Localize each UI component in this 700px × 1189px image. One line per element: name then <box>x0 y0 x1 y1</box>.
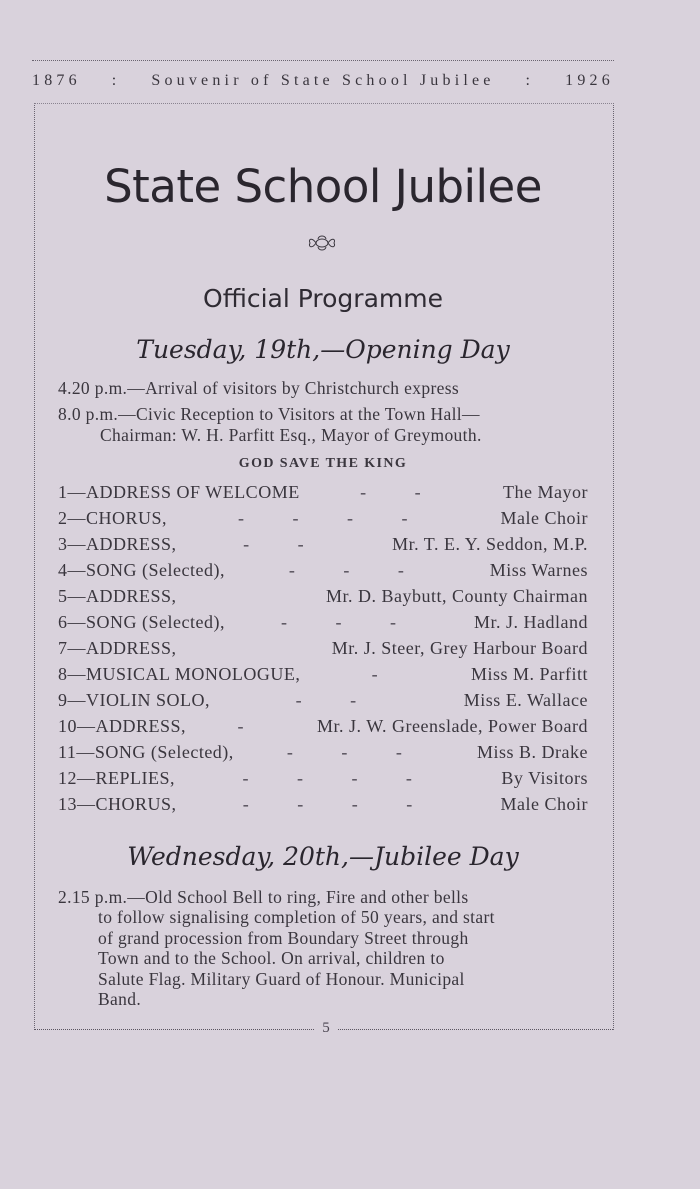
item-leader: - - - <box>286 742 424 762</box>
reception-entry <box>58 404 586 446</box>
jubilee-text-line: to follow signalising completion of 50 years, and start <box>98 907 495 928</box>
item-leader: - - <box>243 534 326 554</box>
item-label: 1—ADDRESS OF WELCOME <box>58 482 300 502</box>
item-label: 6—SONG (Selected), <box>58 612 225 632</box>
bottom-rule <box>34 1029 314 1030</box>
item-performer: Mr. J. W. Greenslade, Power Board <box>317 716 588 736</box>
item-label: 2—CHORUS, <box>58 508 168 528</box>
item-label: 3—ADDRESS, <box>58 534 177 554</box>
programme-item <box>58 690 588 716</box>
item-performer: Male Choir <box>500 508 588 528</box>
item-performer: By Visitors <box>501 768 588 788</box>
reception-chairman-line: Chairman: W. H. Parfitt Esq., Mayor of Greymouth. <box>100 425 482 445</box>
jubilee-text-line: of grand procession from Boundary Street through <box>98 927 469 948</box>
item-performer: Mr. T. E. Y. Seddon, M.P. <box>392 534 588 554</box>
programme-item <box>58 612 588 638</box>
item-leader: - - - - <box>238 508 430 528</box>
item-label: 7—ADDRESS, <box>58 638 177 658</box>
header-year-end: 1926 <box>565 72 614 89</box>
reception-line: 8.0 p.m.—Civic Reception to Visitors at the Town Hall— <box>58 404 480 424</box>
ornament-icon <box>304 231 340 255</box>
arrival-text: 4.20 p.m.—Arrival of visitors by Christchurch express <box>58 378 460 398</box>
programme-list <box>58 482 588 820</box>
item-performer: Mr. J. Hadland <box>474 612 588 632</box>
anthem-heading: GOD SAVE THE KING <box>238 456 408 471</box>
item-leader: - <box>371 664 400 684</box>
item-label: 13—CHORUS, <box>58 794 177 814</box>
item-label: 10—ADDRESS, <box>58 716 187 736</box>
item-performer: The Mayor <box>503 482 588 502</box>
arrival-entry <box>58 378 586 399</box>
programme-item <box>58 560 588 586</box>
programme-item <box>58 508 588 534</box>
item-leader: - - - - <box>242 794 435 814</box>
jubilee-text-line: 2.15 p.m.—Old School Bell to ring, Fire and other bells <box>58 887 469 907</box>
programme-item <box>58 664 588 690</box>
item-leader: - <box>237 716 266 736</box>
item-leader: - - - <box>288 560 426 580</box>
programme-item <box>58 794 588 820</box>
item-performer: Miss M. Parfitt <box>470 664 588 684</box>
programme-item <box>58 482 588 508</box>
item-leader: - - - <box>280 612 418 632</box>
programme-item <box>58 742 588 768</box>
item-label: 4—SONG (Selected), <box>58 560 225 580</box>
jubilee-text-line: Band. <box>98 989 142 1010</box>
item-leader: - - - - <box>242 768 434 788</box>
programme-item <box>58 768 588 794</box>
item-label: 12—REPLIES, <box>58 768 176 788</box>
item-leader: - - <box>295 690 379 710</box>
running-header <box>32 72 614 94</box>
programme-item <box>58 716 588 742</box>
top-rule <box>32 60 614 61</box>
header-year-start: 1876 <box>32 72 81 89</box>
page-title: State School Jubilee <box>104 160 542 213</box>
bottom-rule <box>338 1029 613 1030</box>
jubilee-text-line: Town and to the School. On arrival, children to <box>98 948 445 969</box>
header-title: Souvenir of State School Jubilee <box>151 72 495 89</box>
day-heading-wednesday: Wednesday, 20th,—Jubilee Day <box>127 842 519 871</box>
page-number: 5 <box>322 1020 330 1036</box>
item-performer: Mr. J. Steer, Grey Harbour Board <box>331 638 588 658</box>
item-label: 5—ADDRESS, <box>58 586 177 606</box>
programme-item <box>58 638 588 664</box>
item-label: 11—SONG (Selected), <box>58 742 234 762</box>
item-label: 8—MUSICAL MONOLOGUE, <box>58 664 301 684</box>
item-leader: - - <box>360 482 443 502</box>
item-performer: Mr. D. Baybutt, County Chairman <box>326 586 588 606</box>
day-heading-tuesday: Tuesday, 19th,—Opening Day <box>136 335 510 364</box>
item-performer: Male Choir <box>500 794 588 814</box>
programme-item <box>58 534 588 560</box>
jubilee-text-line: Salute Flag. Military Guard of Honour. Municipal <box>98 968 465 989</box>
programme-item <box>58 586 588 612</box>
header-separator: : <box>525 72 535 89</box>
item-label: 9—VIOLIN SOLO, <box>58 690 210 710</box>
item-performer: Miss E. Wallace <box>463 690 588 710</box>
header-separator: : <box>111 72 121 89</box>
item-performer: Miss Warnes <box>489 560 588 580</box>
subtitle: Official Programme <box>203 284 443 313</box>
item-performer: Miss B. Drake <box>477 742 588 762</box>
jubilee-day-entry <box>58 887 586 1009</box>
